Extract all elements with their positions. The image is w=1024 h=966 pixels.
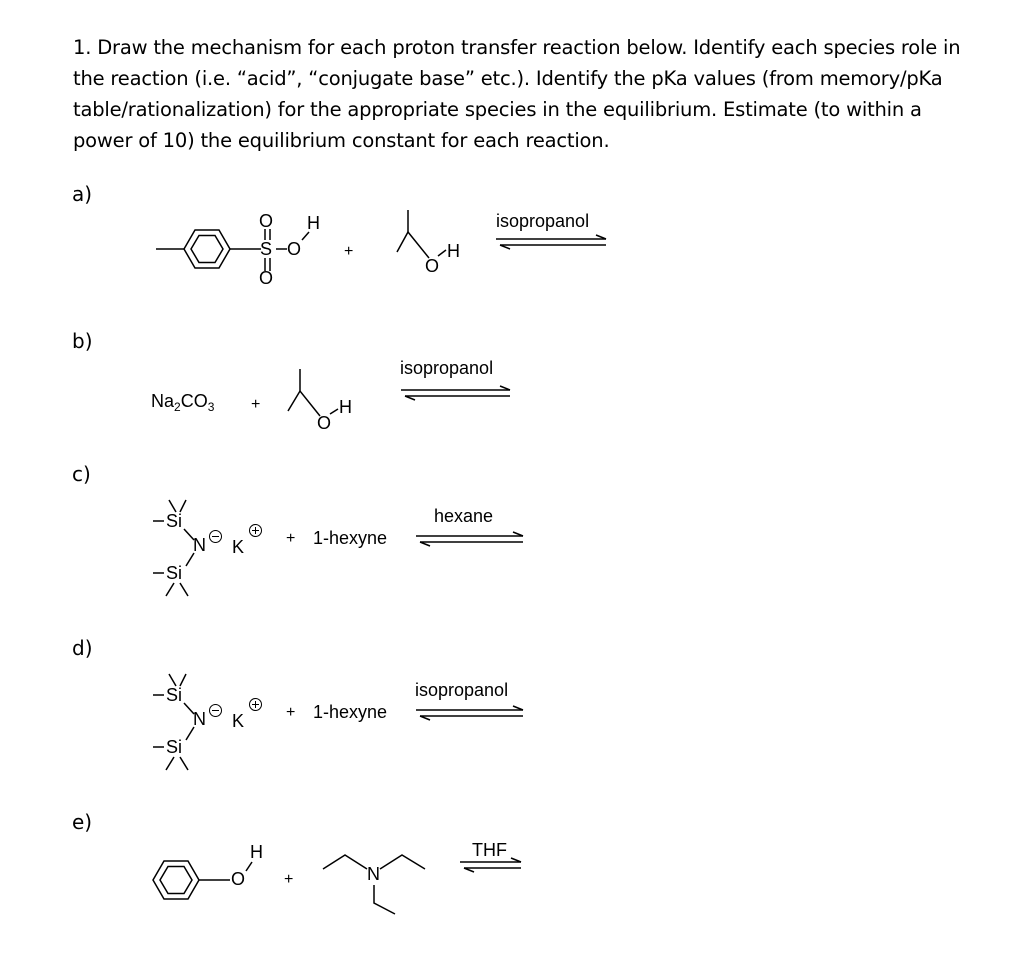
- c-nitrogen: N: [193, 535, 206, 555]
- a-h2: H: [447, 241, 460, 261]
- d-nitrogen: N: [193, 709, 206, 729]
- c-si-top: Si: [166, 511, 183, 531]
- a-o-top: O: [259, 211, 274, 231]
- question-line-3: table/rationalization) for the appropriate species in the equilibrium. Estimate (to within a: [73, 98, 922, 121]
- reaction-a-label: a): [72, 182, 93, 206]
- a-h1: H: [307, 213, 320, 233]
- b-solvent: isopropanol: [400, 358, 494, 378]
- a-o-alc: O: [425, 256, 440, 276]
- a-o-bottom: O: [259, 268, 274, 288]
- b-plus: +: [251, 396, 261, 413]
- b-o-alc: O: [317, 413, 332, 433]
- reaction-c-label: c): [72, 462, 91, 486]
- a-sulfur: S: [260, 239, 273, 259]
- b-h: H: [339, 397, 352, 417]
- e-nitrogen: N: [367, 864, 380, 884]
- c-plus: +: [286, 530, 296, 547]
- a-plus: +: [344, 243, 354, 260]
- a-o-side: O: [287, 239, 302, 259]
- e-plus: +: [284, 871, 294, 888]
- reaction-e-label: e): [72, 810, 93, 834]
- reaction-b-label: b): [72, 329, 93, 353]
- d-reagent: 1-hexyne: [313, 702, 388, 722]
- b-sodium-carbonate: $Na_2CO_3$: [151, 391, 215, 414]
- e-oxygen: O: [231, 869, 246, 889]
- question-line-4: power of 10) the equilibrium constant for each reaction.: [73, 129, 610, 152]
- c-reagent: 1-hexyne: [313, 528, 388, 548]
- e-solvent: THF: [472, 840, 507, 860]
- d-plus: +: [286, 704, 296, 721]
- c-si-bottom: Si: [166, 563, 183, 583]
- c-potassium: K: [232, 537, 245, 557]
- c-solvent: hexane: [434, 506, 494, 526]
- question-line-2: the reaction (i.e. “acid”, “conjugate base” etc.). Identify the pKa values (from memory/pKa: [73, 67, 943, 90]
- question-line-1: 1. Draw the mechanism for each proton transfer reaction below. Identify each species role in: [73, 36, 961, 59]
- d-si-bottom: Si: [166, 737, 183, 757]
- d-potassium: K: [232, 711, 245, 731]
- reaction-d-label: d): [72, 636, 93, 660]
- a-solvent: isopropanol: [496, 211, 590, 231]
- d-si-top: Si: [166, 685, 183, 705]
- d-solvent: isopropanol: [415, 680, 509, 700]
- e-hydrogen: H: [250, 842, 263, 862]
